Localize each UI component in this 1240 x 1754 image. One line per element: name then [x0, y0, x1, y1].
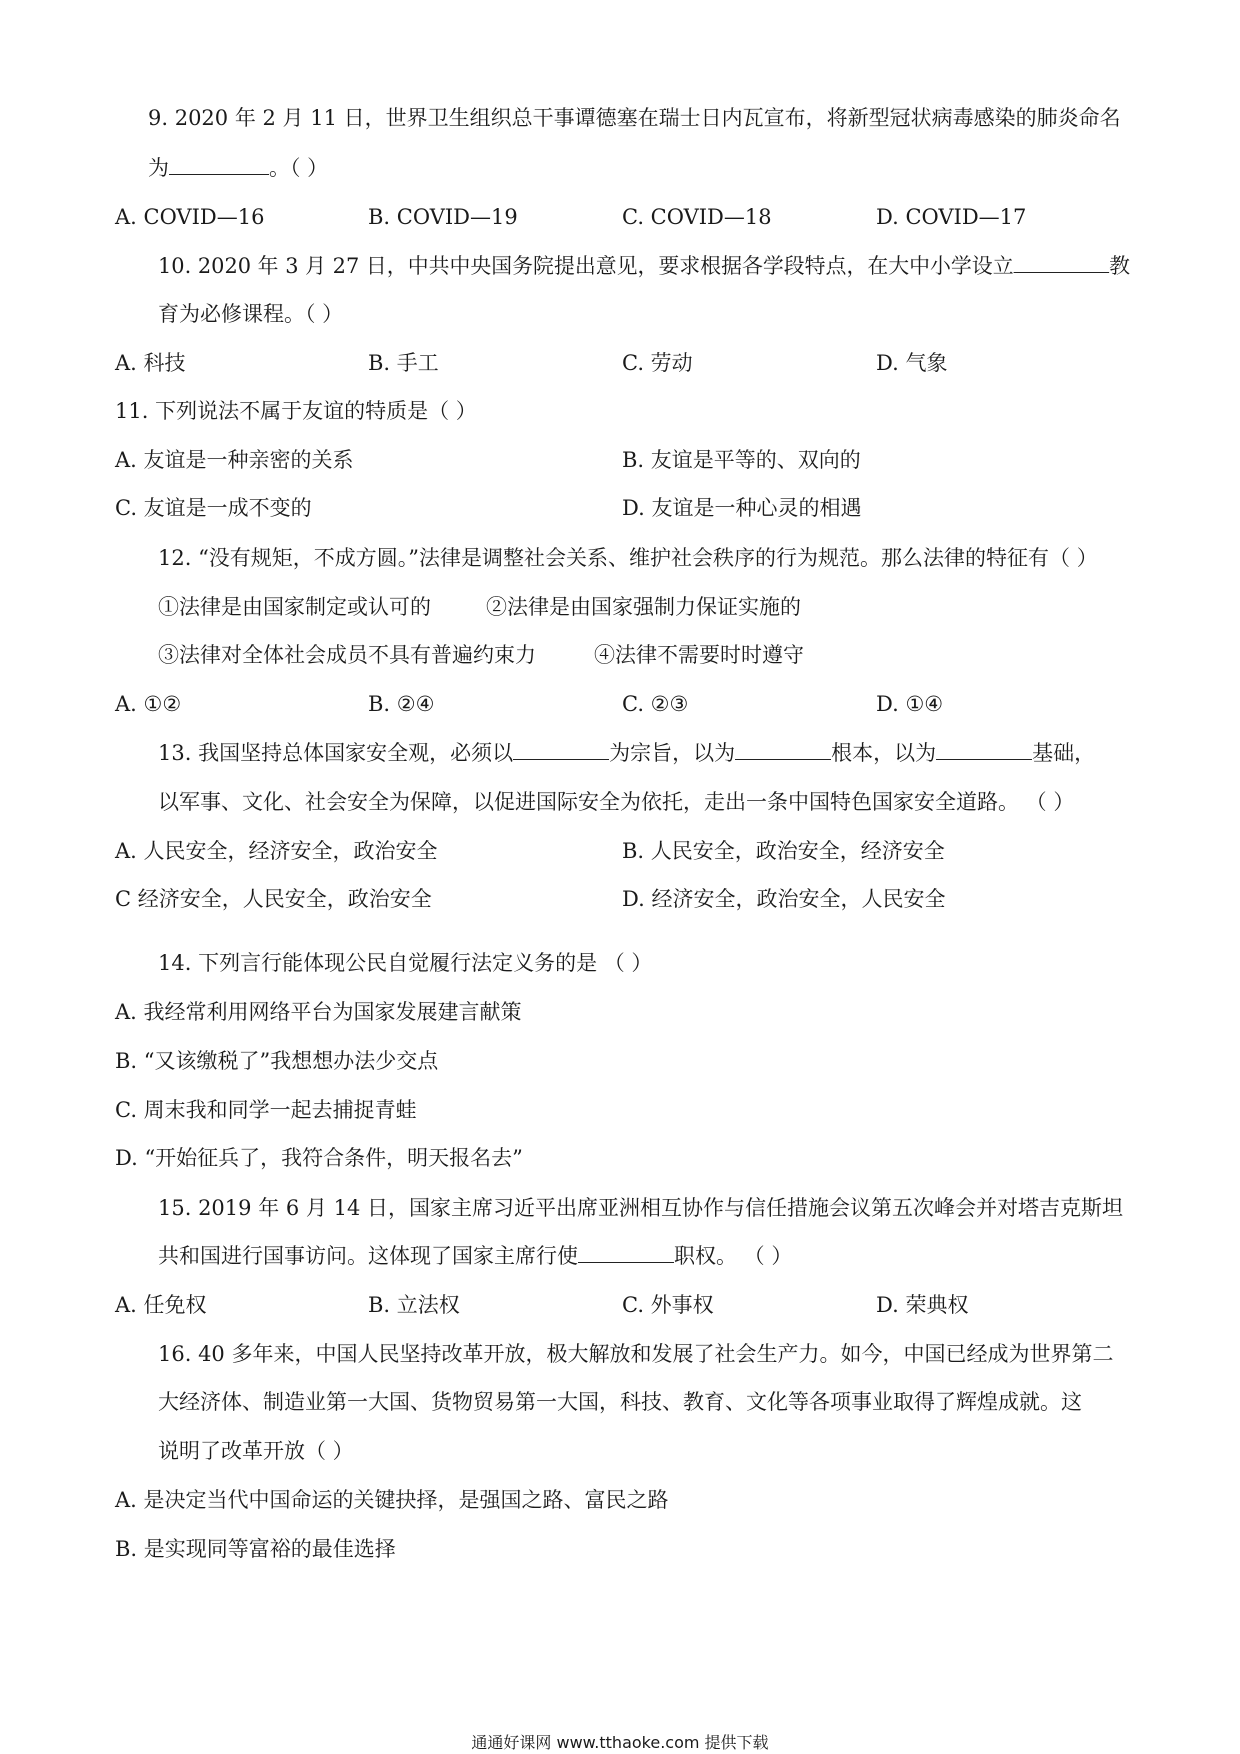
q16-stem-line-3: 说明了改革开放（ ） [158, 1439, 354, 1463]
q9-option-c: C. COVID—18 [622, 205, 772, 229]
q12-statement-1: ①法律是由国家制定或认可的 [158, 595, 431, 619]
q16-stem-line-1: 16. 40 多年来，中国人民坚持改革开放，极大解放和发展了社会生产力。如今，中国已经成为世界第二 [158, 1342, 1114, 1366]
q15-stem-line-1: 15. 2019 年 6 月 14 日，国家主席习近平出席亚洲相互协作与信任措施会议第五次峰会并对塔吉克斯坦 [158, 1196, 1123, 1220]
q16-option-a: A. 是决定当代中国命运的关键抉择，是强国之路、富民之路 [115, 1488, 669, 1512]
q13-option-a: A. 人民安全，经济安全，政治安全 [115, 839, 438, 863]
q11-option-c: C. 友谊是一成不变的 [115, 496, 312, 520]
q10-option-a: A. 科技 [115, 351, 186, 375]
q12-option-a: A. ①② [115, 692, 182, 716]
q11-option-b: B. 友谊是平等的、双向的 [622, 448, 861, 472]
q13-answer-blank-1 [513, 758, 609, 760]
q9-stem-line-1: 9. 2020 年 2 月 11 日，世界卫生组织总干事谭德塞在瑞士日内瓦宣布，将新型冠状病毒感染的肺炎命名 [148, 106, 1121, 130]
q12-statement-4: ④法律不需要时时遵守 [594, 643, 804, 667]
q13-stem-line-1 [158, 743, 1095, 764]
q14-option-d: D. “开始征兵了，我符合条件，明天报名去” [115, 1146, 523, 1170]
q15-option-b: B. 立法权 [368, 1293, 460, 1317]
q14-option-a: A. 我经常利用网络平台为国家发展建言献策 [115, 1000, 522, 1024]
q10-stem-suffix: 教 [1109, 254, 1131, 278]
q13-option-b: B. 人民安全，政治安全，经济安全 [622, 839, 945, 863]
q14-option-c: C. 周末我和同学一起去捕捉青蛙 [115, 1098, 417, 1122]
q9-answer-blank [169, 173, 269, 175]
download-footer: 通通好课网 www.tthaoke.com 提供下载 [471, 1733, 769, 1752]
q14-stem: 14. 下列言行能体现公民自觉履行法定义务的是 （ ） [158, 951, 653, 975]
q10-stem-line-1 [158, 256, 1130, 277]
q14-option-b: B. “又该缴税了”我想想办法少交点 [115, 1049, 439, 1073]
q12-stem: 12. “没有规矩，不成方圆。”法律是调整社会关系、维护社会秩序的行为规范。那么法律的特征有（ ） [158, 546, 1098, 570]
q15-option-d: D. 荣典权 [876, 1293, 969, 1317]
q9-stem-prefix: 为 [148, 156, 169, 180]
q15-stem-suffix: 职权。 （ ） [674, 1244, 793, 1268]
q15-option-c: C. 外事权 [622, 1293, 714, 1317]
q9-stem-suffix: 。（ ） [269, 156, 329, 180]
q16-stem-line-2: 大经济体、制造业第一大国、货物贸易第一大国，科技、教育、文化等各项事业取得了辉煌成就。这 [158, 1390, 1082, 1414]
q15-option-a: A. 任免权 [115, 1293, 207, 1317]
q13-stem-part-1: 13. 我国坚持总体国家安全观，必须以 [158, 741, 514, 765]
q10-option-c: C. 劳动 [622, 351, 693, 375]
q13-stem-part-4: 基础， [1032, 741, 1096, 765]
q9-option-d: D. COVID—17 [876, 205, 1027, 229]
q11-option-d: D. 友谊是一种心灵的相遇 [622, 496, 862, 520]
q12-option-d: D. ①④ [876, 692, 944, 716]
q13-option-c: C 经济安全，人民安全，政治安全 [115, 887, 432, 911]
q12-option-b: B. ②④ [368, 692, 435, 716]
q10-option-b: B. 手工 [368, 351, 439, 375]
q13-stem-part-2: 为宗旨，以为 [609, 741, 736, 765]
q13-option-d: D. 经济安全，政治安全，人民安全 [622, 887, 946, 911]
q15-answer-blank [578, 1261, 674, 1263]
q15-stem-line-2 [158, 1246, 792, 1267]
q16-option-b: B. 是实现同等富裕的最佳选择 [115, 1537, 396, 1561]
q9-option-b: B. COVID—19 [368, 205, 518, 229]
q12-option-c: C. ②③ [622, 692, 689, 716]
q10-answer-blank [1014, 271, 1110, 273]
q10-stem-line-2: 育为必修课程。（ ） [158, 302, 344, 326]
q13-stem-line-2: 以军事、文化、社会安全为保障，以促进国际安全为依托，走出一条中国特色国家安全道路。 （ ） [158, 790, 1075, 814]
q13-answer-blank-3 [936, 758, 1032, 760]
q9-option-a: A. COVID—16 [115, 205, 265, 229]
q12-statement-2: ②法律是由国家强制力保证实施的 [486, 595, 801, 619]
q9-stem-line-2 [148, 158, 328, 179]
q12-statement-3: ③法律对全体社会成员不具有普遍约束力 [158, 643, 536, 667]
q10-stem-prefix: 10. 2020 年 3 月 27 日，中共中央国务院提出意见，要求根据各学段特点，在大中小学设立 [158, 254, 1014, 278]
q13-answer-blank-2 [735, 758, 831, 760]
q13-stem-part-3: 根本，以为 [831, 741, 937, 765]
q15-stem-prefix: 共和国进行国事访问。这体现了国家主席行使 [158, 1244, 578, 1268]
q11-option-a: A. 友谊是一种亲密的关系 [115, 448, 354, 472]
q11-stem: 11. 下列说法不属于友谊的特质是（ ） [115, 399, 477, 423]
q10-option-d: D. 气象 [876, 351, 948, 375]
